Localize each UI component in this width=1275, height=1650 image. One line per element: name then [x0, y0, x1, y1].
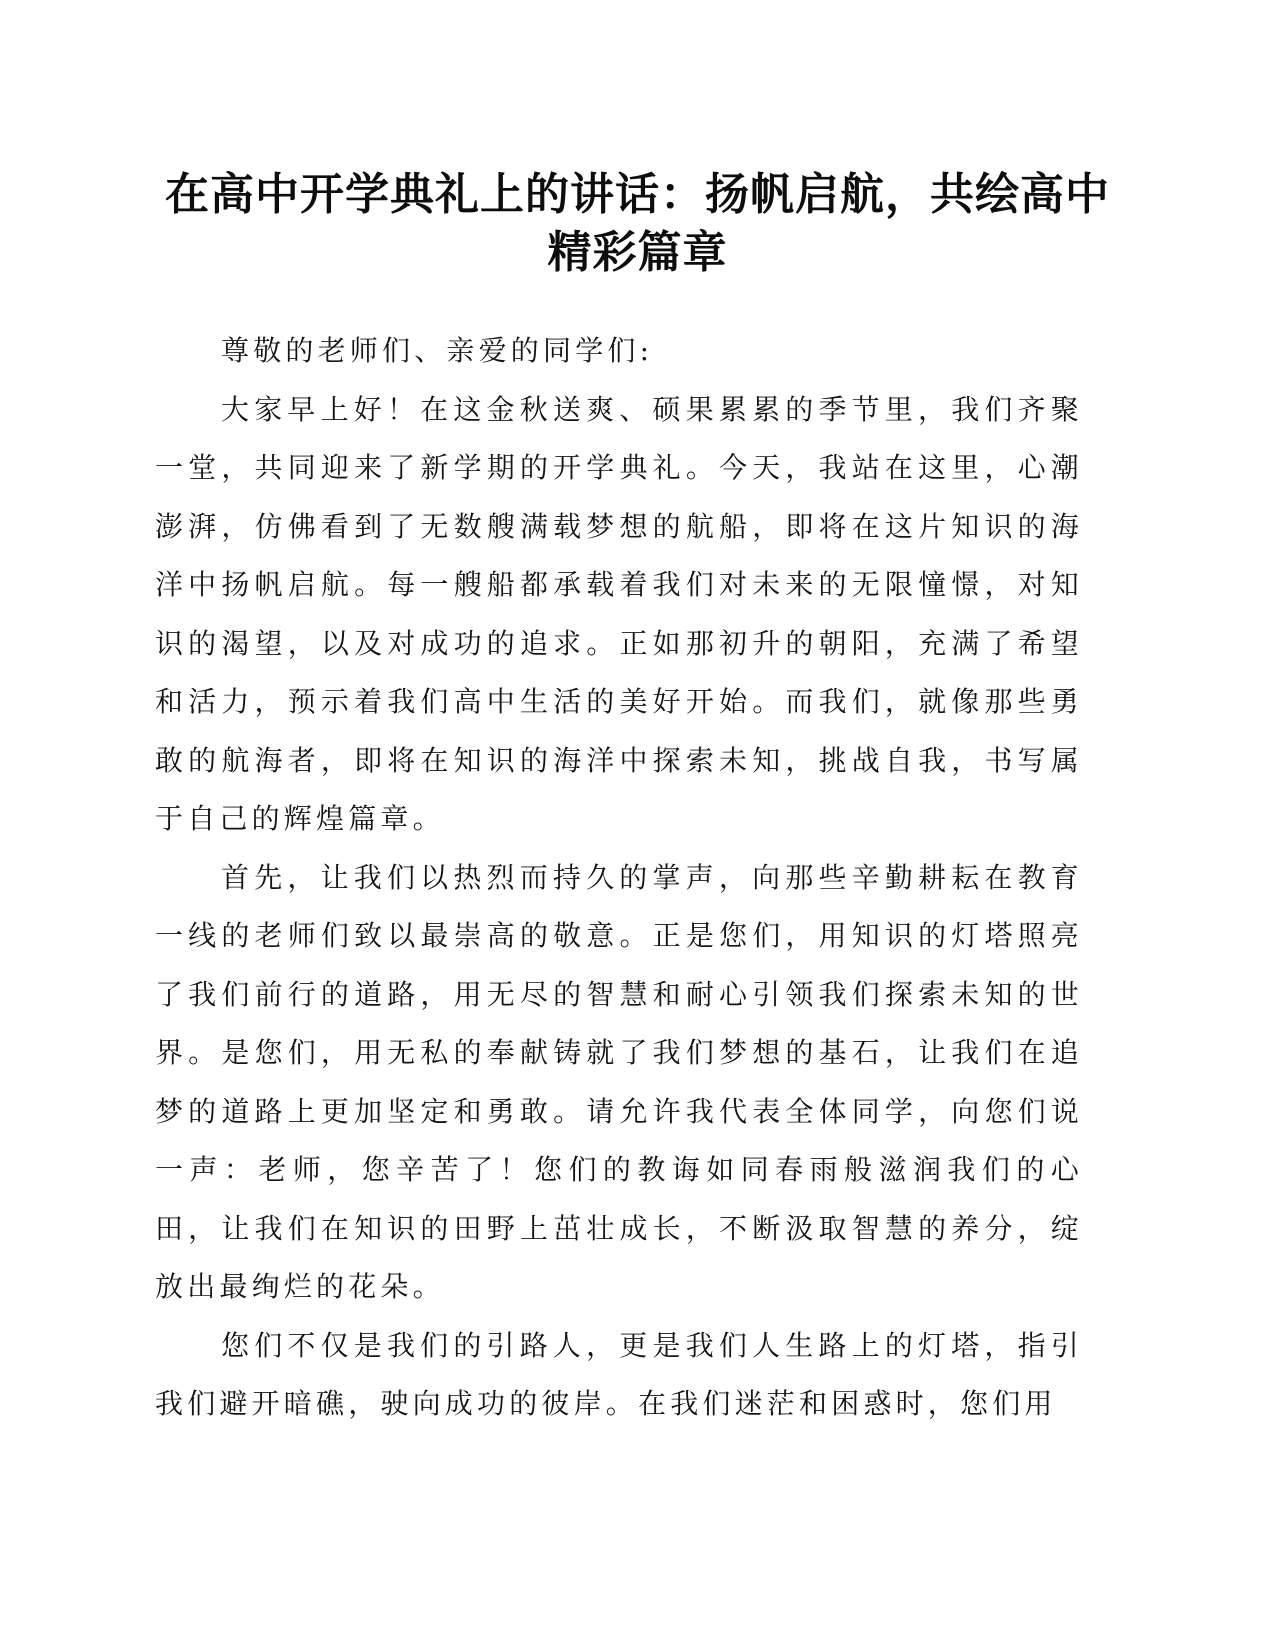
paragraph-teachers-tribute: 首先，让我们以热烈而持久的掌声，向那些辛勤耕耘在教育一线的老师们致以最崇高的敬意。正是您们，用知识的灯塔照亮了我们前行的道路，用无尽的智慧和耐心引领我们探索未知的世界。是您们，用无私的奉献铸就了我们梦想的基石，让我们在追梦的道路上更加坚定和勇敢。请允许我代表全体同学，向您们说一声：老师，您辛苦了！您们的教诲如同春雨般滋润我们的心田，让我们在知识的田野上茁壮成长，不断汲取智慧的养分，绽放出最绚烂的花朵。 — [155, 860, 1083, 1303]
paragraph-guides: 您们不仅是我们的引路人，更是我们人生路上的灯塔，指引我们避开暗礁，驶向成功的彼岸。在我们迷茫和困惑时，您们用 — [155, 1328, 1083, 1420]
paragraph-greeting: 大家早上好！在这金秋送爽、硕果累累的季节里，我们齐聚一堂，共同迎来了新学期的开学典礼。今天，我站在这里，心潮澎湃，仿佛看到了无数艘满载梦想的航船，即将在这片知识的海洋中扬帆启航。每一艘船都承载着我们对未来的无限憧憬，对知识的渴望，以及对成功的追求。正如那初升的朝阳，充满了希望和活力，预示着我们高中生活的美好开始。而我们，就像那些勇敢的航海者，即将在知识的海洋中探索未知，挑战自我，书写属于自己的辉煌篇章。 — [155, 392, 1083, 835]
document-body — [155, 322, 1083, 1434]
paragraph-salutation: 尊敬的老师们、亲爱的同学们: — [221, 334, 654, 367]
document-title: 在高中开学典礼上的讲话：扬帆启航，共绘高中精彩篇章 — [165, 169, 1110, 278]
